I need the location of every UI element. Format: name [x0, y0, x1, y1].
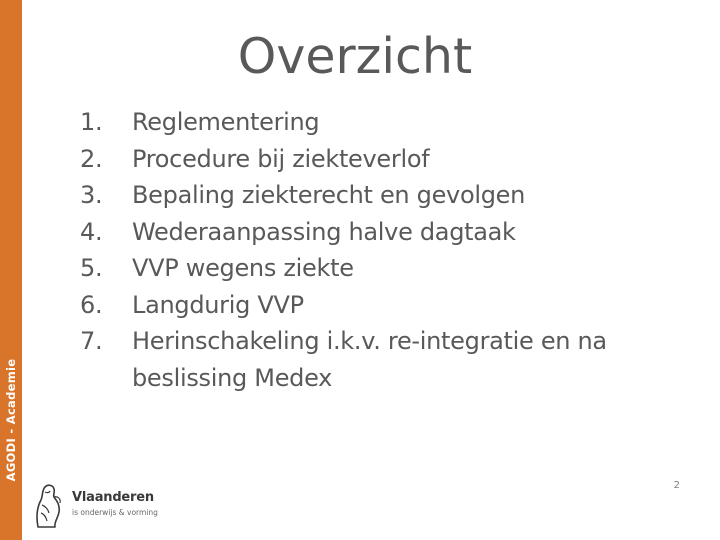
item-number: 5. — [80, 254, 103, 282]
slide-title: Overzicht — [237, 28, 473, 85]
item-text: Bepaling ziekterecht en gevolgen — [132, 181, 526, 209]
side-bar-label: AGODI - Academie — [4, 358, 18, 482]
item-number: 4. — [80, 217, 103, 246]
item-text: Herinschakeling i.k.v. re-integratie en na beslissing Medex — [132, 327, 607, 392]
lion-icon — [32, 483, 66, 529]
item-text: Procedure bij ziekteverlof — [132, 144, 430, 173]
item-text: VVP wegens ziekte — [132, 254, 354, 282]
item-text: Reglementering — [132, 108, 320, 136]
vlaanderen-logo — [32, 483, 192, 529]
item-number: 1. — [80, 108, 103, 136]
side-bar — [0, 0, 22, 540]
item-number: 6. — [80, 290, 103, 319]
list-item — [80, 177, 680, 214]
logo-name: Vlaanderen — [72, 490, 154, 505]
list-item — [80, 214, 680, 251]
list-item — [80, 104, 680, 141]
agenda-list — [80, 104, 680, 396]
page-number: 2 — [673, 480, 680, 491]
item-text: Wederaanpassing halve dagtaak — [132, 217, 516, 246]
item-text: Langdurig VVP — [132, 290, 304, 319]
item-number: 7. — [80, 327, 103, 355]
list-item — [80, 323, 680, 396]
item-number: 2. — [80, 144, 103, 173]
logo-tagline: is onderwijs & vorming — [72, 508, 158, 517]
item-number: 3. — [80, 181, 103, 209]
list-item — [80, 287, 680, 324]
list-item — [80, 141, 680, 178]
list-item — [80, 250, 680, 287]
